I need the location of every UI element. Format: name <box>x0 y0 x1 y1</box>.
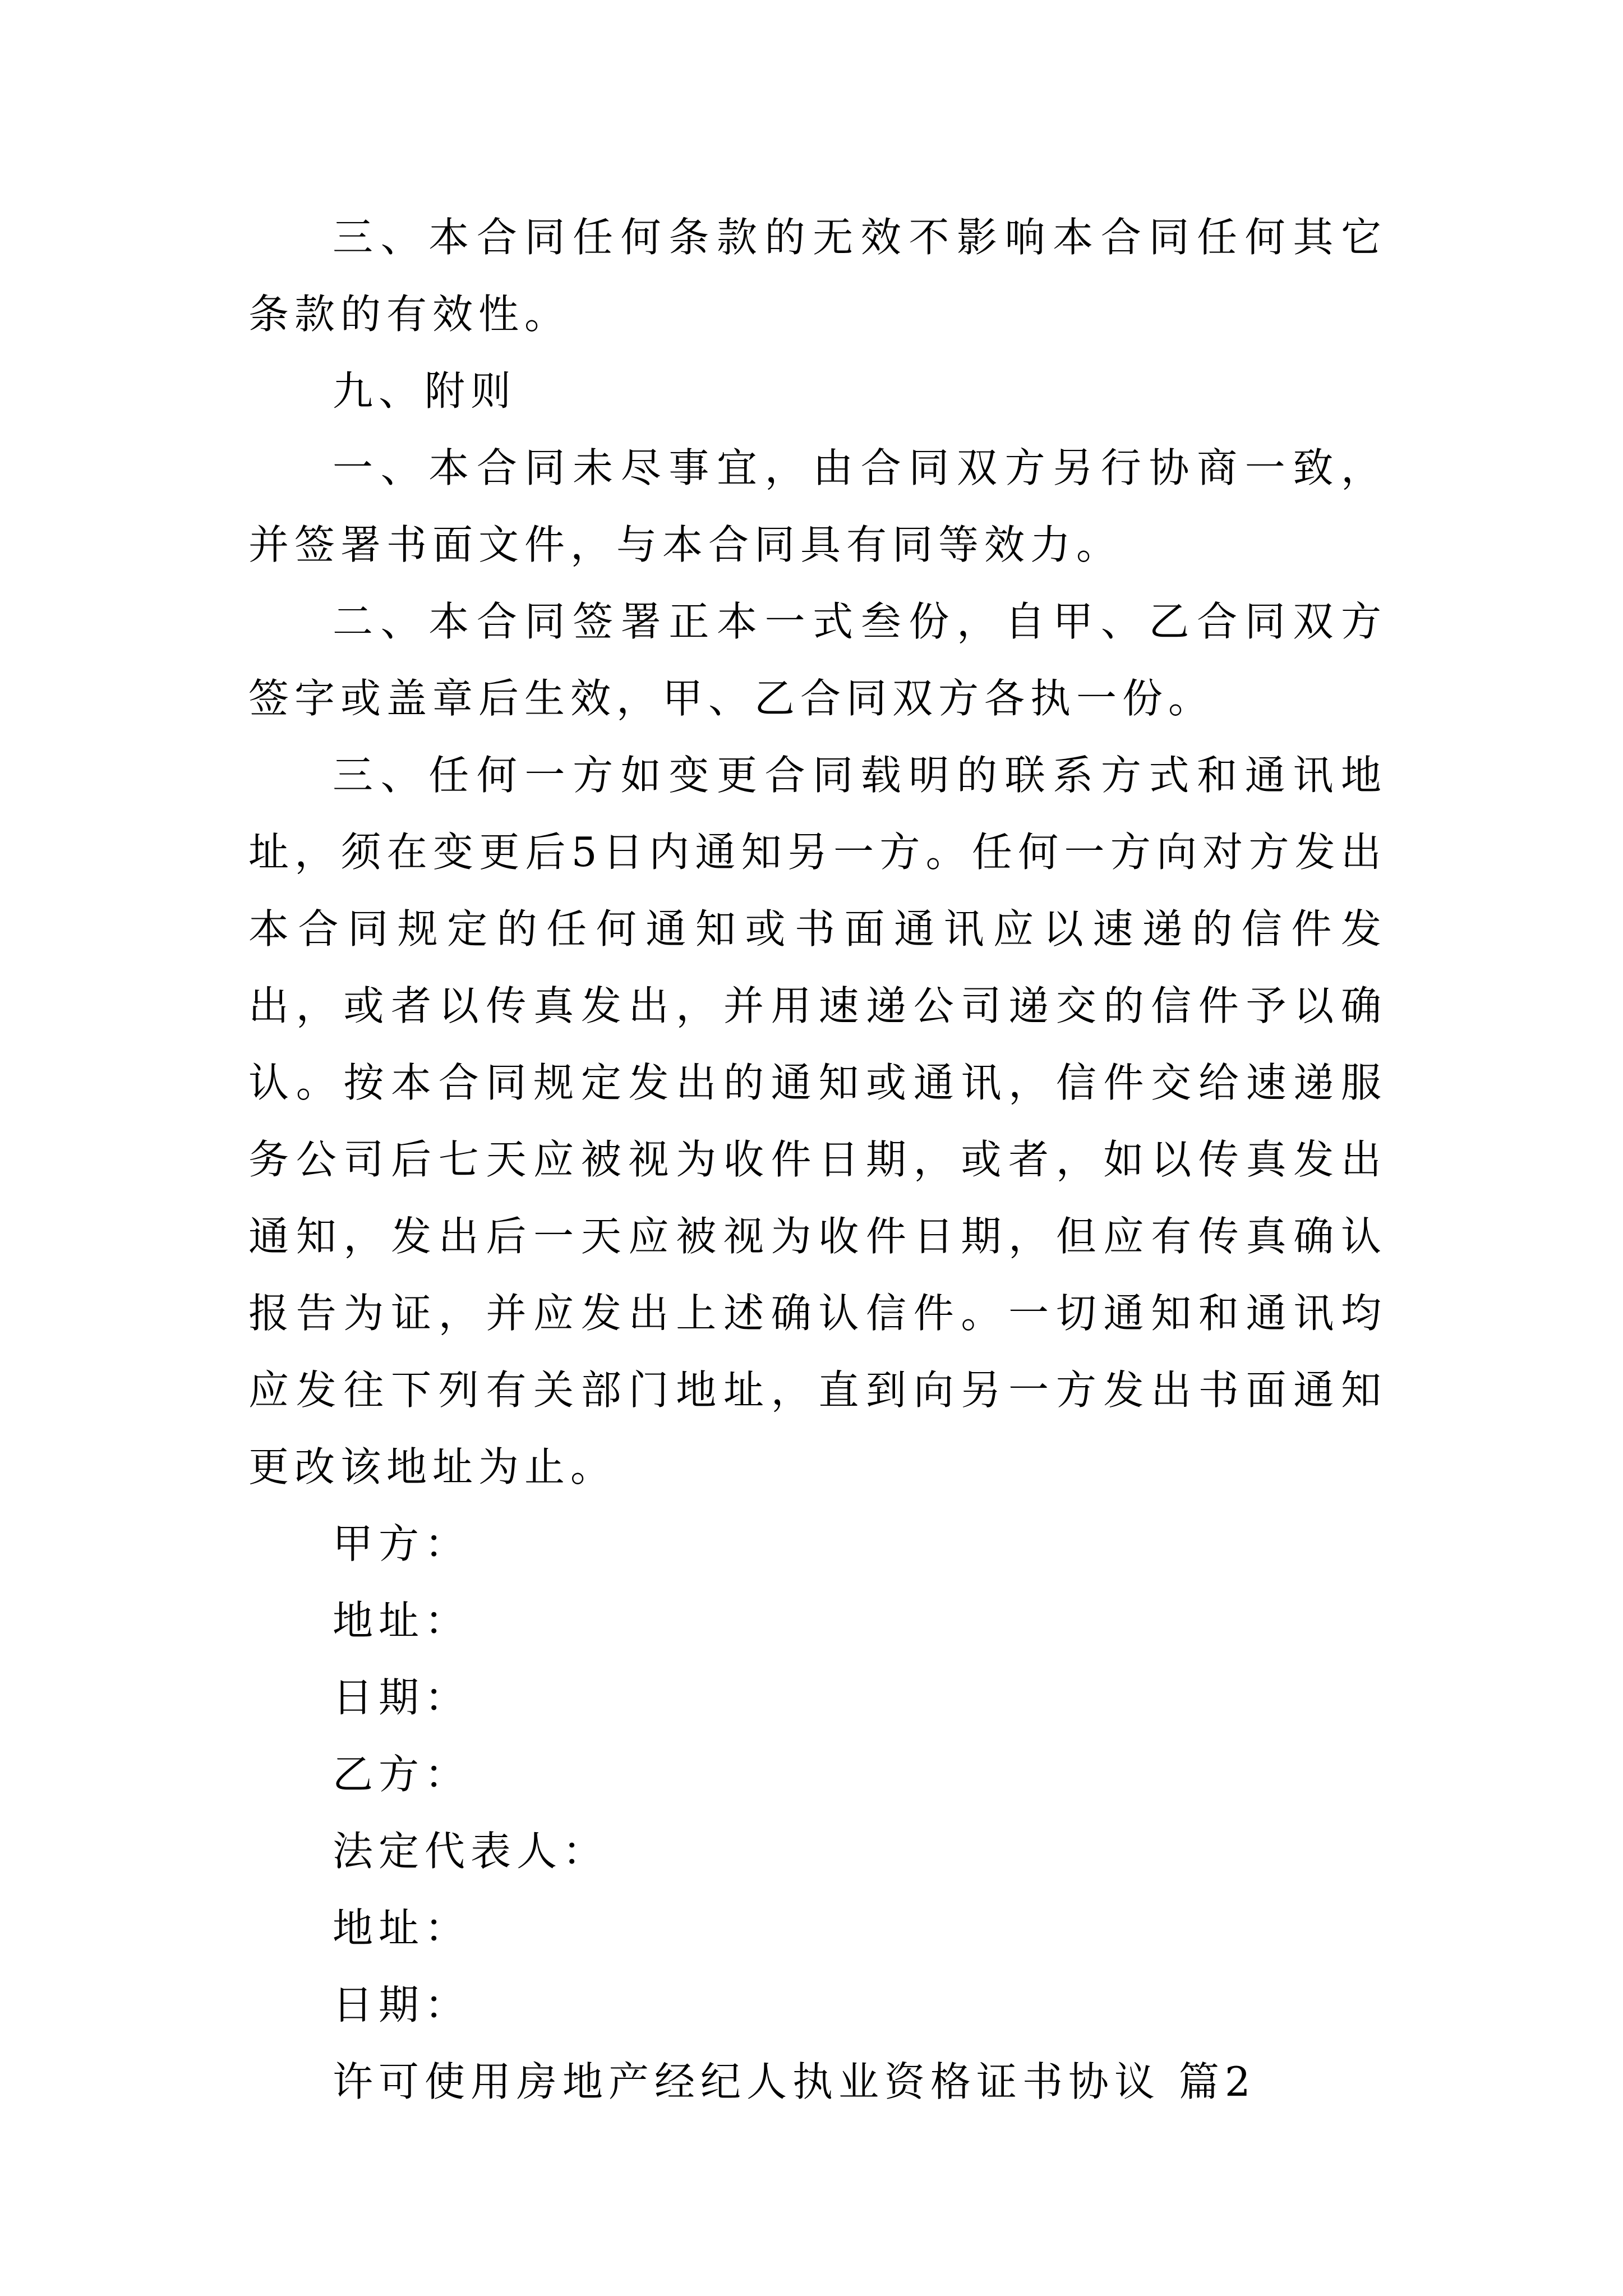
document-body <box>248 199 1387 2120</box>
party-b-date-label: 日期： <box>333 1981 471 2028</box>
legal-representative-label: 法定代表人： <box>333 1828 609 1875</box>
party-b-label: 乙方： <box>333 1751 471 1798</box>
clause-copies-effectiveness: 二、本合同签署正本一式叁份，自甲、乙合同双方签字或盖章后生效，甲、乙合同双方各执一份。 <box>248 598 1387 722</box>
party-b-address-label: 地址： <box>333 1904 471 1952</box>
party-a-label: 甲方： <box>333 1520 471 1567</box>
clause-invalidity: 三、本合同任何条款的无效不影响本合同任何其它条款的有效性。 <box>248 214 1387 338</box>
next-section-title: 许可使用房地产经纪人执业资格证书协议 篇2 <box>333 2058 1256 2105</box>
party-a-address-label: 地址： <box>333 1597 471 1644</box>
section-heading-appendix: 九、附则 <box>333 367 517 415</box>
signature-block <box>248 1506 1387 2044</box>
party-a-date-label: 日期： <box>333 1674 471 1721</box>
clause-notice-address-change: 三、任何一方如变更合同载明的联系方式和通讯地址，须在变更后5日内通知另一方。任何一方向对方发出本合同规定的任何通知或书面通讯应以速递的信件发出，或者以传真发出，并用速递公司递交的信件予以确认。按本合同规定发出的通知或通讯，信件交给速递服务公司后七天应被视为收件日期，或者，如以传真发出通知，发出后一天应被视为收件日期，但应有传真确认报告为证，并应发出上述确认信件。一切通知和通讯均应发往下列有关部门地址，直到向另一方发出书面通知更改该地址为止。 <box>248 752 1387 1490</box>
clause-unresolved-matters: 一、本合同未尽事宜，由合同双方另行协商一致，并签署书面文件，与本合同具有同等效力。 <box>248 444 1387 568</box>
